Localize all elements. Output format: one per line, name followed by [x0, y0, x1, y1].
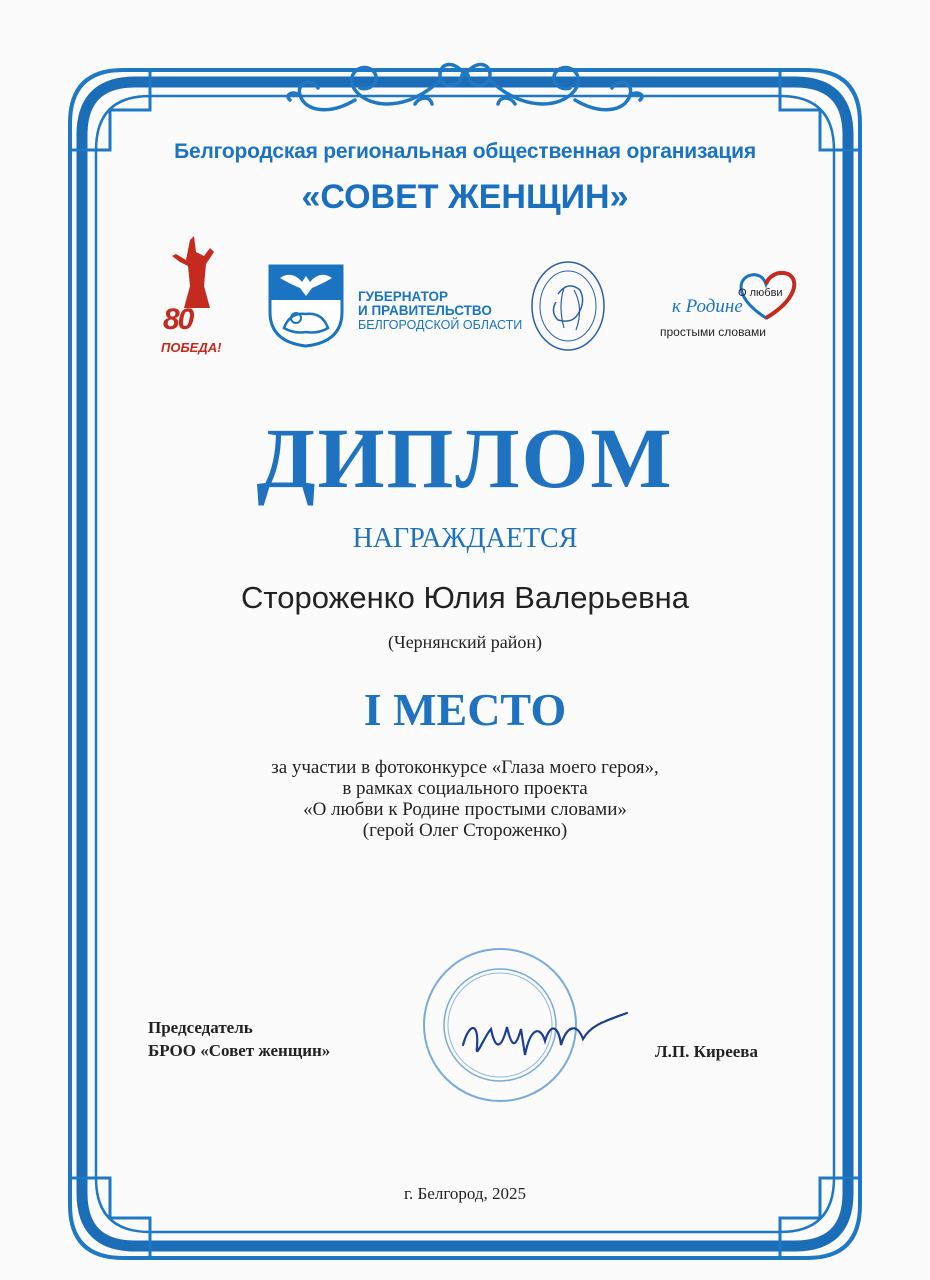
- city-year: г. Белгород, 2025: [403, 1184, 527, 1203]
- women-union-emblem-icon: [528, 258, 608, 354]
- project-logo-main: к Родине: [672, 296, 743, 317]
- women-union-logo: [528, 258, 608, 359]
- organization-title: «СОВЕТ ЖЕНЩИН»: [301, 178, 629, 216]
- chairperson-title: [148, 1016, 330, 1062]
- position-line1: Председатель: [148, 1018, 253, 1037]
- victory-number: 80: [163, 303, 193, 336]
- coat-of-arms-icon: [266, 262, 346, 348]
- government-line3: БЕЛГОРОДСКОЙ ОБЛАСТИ: [358, 318, 523, 332]
- project-logo-small: О любви: [738, 287, 783, 299]
- description-line: за участии в фотоконкурсе «Глаза моего героя»,: [271, 757, 659, 778]
- diploma-title: ДИПЛОМ: [256, 410, 674, 506]
- recipient-district: (Чернянский район): [388, 632, 542, 652]
- organization-name: Белгородская региональная общественная организация: [174, 140, 756, 163]
- description-line: в рамках социального проекта: [342, 778, 588, 799]
- government-logo-text: [358, 290, 522, 332]
- signature-mark: [455, 1005, 635, 1075]
- victory-text: ПОБЕДА!: [161, 340, 222, 355]
- government-line1: ГУБЕРНАТОР: [358, 289, 449, 304]
- description-line: (герой Олег Стороженко): [362, 820, 568, 841]
- recipient-name: Стороженко Юлия Валерьевна: [241, 580, 689, 615]
- project-logo-bottom: простыми словами: [660, 325, 766, 339]
- government-line2: И ПРАВИТЕЛЬСТВО: [358, 303, 492, 318]
- belgorod-coat-of-arms: [266, 262, 346, 353]
- monument-icon: [164, 234, 228, 314]
- description-line: «О любви к Родине простыми словами»: [303, 799, 627, 820]
- awarded-label: НАГРАЖДАЕТСЯ: [352, 523, 578, 554]
- position-line2: БРОО «Совет женщин»: [148, 1041, 331, 1060]
- signer-name: Л.П. Киреева: [655, 1042, 758, 1061]
- award-description: [0, 757, 930, 841]
- award-place: I МЕСТО: [363, 684, 567, 735]
